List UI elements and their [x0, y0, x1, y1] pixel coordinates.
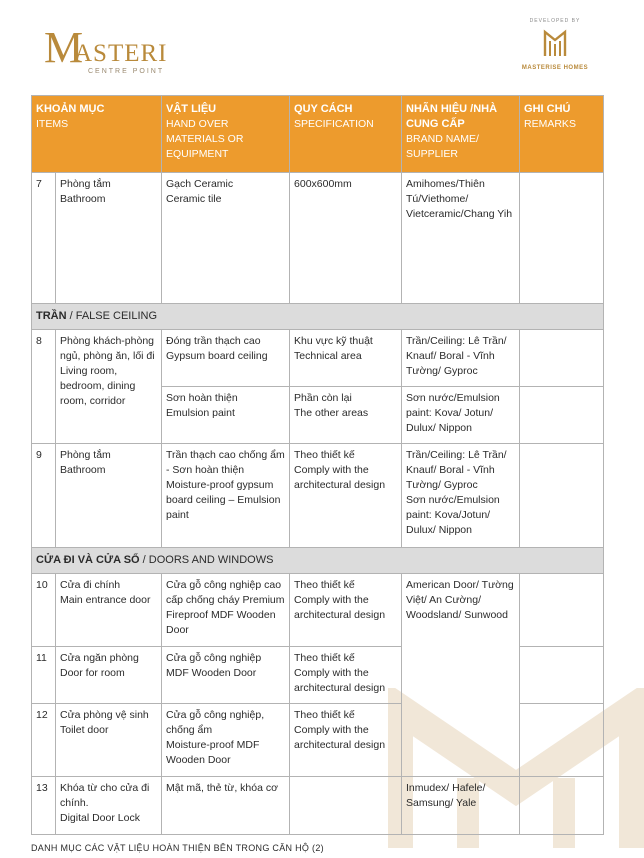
item-cell: Phòng tắm Bathroom	[56, 173, 162, 304]
section-doors-vi: CỬA ĐI VÀ CỬA SỔ	[36, 554, 140, 566]
header-brand	[402, 96, 520, 173]
section-row-doors	[32, 548, 604, 574]
header-brand-en: BRAND NAME/ SUPPLIER	[406, 133, 479, 160]
row-number: 11	[32, 647, 56, 704]
spec-cell: Theo thiết kế Comply with the architectural design	[290, 704, 402, 777]
section-doors-en: / DOORS AND WINDOWS	[139, 554, 274, 566]
section-ceiling-en: / FALSE CEILING	[66, 310, 158, 322]
remarks-cell	[520, 173, 604, 304]
header-material-en: HAND OVER MATERIALS OR EQUIPMENT	[166, 118, 244, 160]
remarks-cell	[520, 387, 604, 444]
section-ceiling-vi: TRẦN	[36, 310, 67, 322]
section-doors-title	[32, 548, 604, 574]
remarks-cell	[520, 574, 604, 647]
row-number: 10	[32, 574, 56, 647]
spec-cell	[290, 777, 402, 835]
materials-table	[31, 95, 604, 835]
header-brand-vi: NHÃN HIỆU /NHÀ CUNG CẤP	[406, 103, 498, 130]
logo-subtitle: CENTRE POINT	[88, 68, 165, 75]
spec-cell: 600x600mm	[290, 173, 402, 304]
brand-cell: Amihomes/Thiên Tú/Viethome/ Vietceramic/Chang Yih	[402, 173, 520, 304]
brand-cell: Sơn nước/Emulsion paint: Kova/ Jotun/ Dulux/ Nippon	[402, 387, 520, 444]
brand-cell: Trần/Ceiling: Lê Trần/ Knauf/ Boral - Vĩnh Tường/ Gyproc	[402, 330, 520, 387]
section-ceiling-title	[32, 304, 604, 330]
table-row	[32, 777, 604, 835]
spec-cell: Theo thiết kế Comply with the architectural design	[290, 444, 402, 548]
brand-cell: American Door/ Tường Việt/ An Cường/ Woodsland/ Sunwood	[402, 574, 520, 777]
brand-cell: Inmudex/ Hafele/ Samsung/ Yale	[402, 777, 520, 835]
remarks-cell	[520, 704, 604, 777]
table-row	[32, 173, 604, 304]
header-items-vi: KHOẢN MỤC	[36, 103, 105, 115]
remarks-cell	[520, 777, 604, 835]
masterise-homes-icon	[543, 28, 567, 58]
item-cell: Cửa phòng vệ sinh Toilet door	[56, 704, 162, 777]
material-cell: Trần thạch cao chống ẩm - Sơn hoàn thiện Moisture-proof gypsum board ceiling – Emulsion paint	[162, 444, 290, 548]
spec-cell: Phần còn lại The other areas	[290, 387, 402, 444]
section-row-ceiling	[32, 304, 604, 330]
remarks-cell	[520, 330, 604, 387]
material-cell: Cửa gỗ công nghiệp MDF Wooden Door	[162, 647, 290, 704]
logo-letter: M	[44, 23, 84, 72]
material-cell: Cửa gỗ công nghiệp, chống ẩm Moisture-proof MDF Wooden Door	[162, 704, 290, 777]
material-cell: Đóng trần thạch cao Gypsum board ceiling	[162, 330, 290, 387]
material-cell: Cửa gỗ công nghiệp cao cấp chống cháy Premium Fireproof MDF Wooden Door	[162, 574, 290, 647]
header-items-en: ITEMS	[36, 118, 69, 130]
row-number: 9	[32, 444, 56, 548]
header-material	[162, 96, 290, 173]
item-cell: Cửa ngăn phòng Door for room	[56, 647, 162, 704]
spec-cell: Khu vực kỹ thuật Technical area	[290, 330, 402, 387]
item-cell: Cửa đi chính Main entrance door	[56, 574, 162, 647]
row-number: 13	[32, 777, 56, 835]
header-material-vi: VẬT LIỆU	[166, 103, 217, 115]
header-spec-en: SPECIFICATION	[294, 118, 374, 130]
header-items	[32, 96, 162, 173]
material-cell: Mật mã, thẻ từ, khóa cơ	[162, 777, 290, 835]
brand-cell: Trần/Ceiling: Lê Trần/ Knauf/ Boral - Vĩnh Tường/ Gyproc Sơn nước/Emulsion paint: Kova/Jotun/ Dulux/ Nippon	[402, 444, 520, 548]
material-cell: Gạch Ceramic Ceramic tile	[162, 173, 290, 304]
table-row	[32, 574, 604, 647]
header-remarks-vi: GHI CHÚ	[524, 103, 571, 115]
item-cell: Phòng khách-phòng ngủ, phòng ăn, lối đi Living room, bedroom, dining room, corridor	[56, 330, 162, 444]
row-number: 7	[32, 173, 56, 304]
item-cell: Khóa từ cho cửa đi chính. Digital Door Lock	[56, 777, 162, 835]
header-remarks-en: REMARKS	[524, 118, 576, 130]
remarks-cell	[520, 444, 604, 548]
logo-word: ASTERI	[74, 40, 168, 67]
page-footer: DANH MỤC CÁC VẬT LIỆU HOÀN THIỆN BÊN TRONG CĂN HỘ (2)	[31, 843, 324, 853]
row-number: 12	[32, 704, 56, 777]
material-cell: Sơn hoàn thiện Emulsion paint	[162, 387, 290, 444]
table-row	[32, 444, 604, 548]
spec-cell: Theo thiết kế Comply with the architectural design	[290, 647, 402, 704]
developed-by-label: DEVELOPED BY	[529, 18, 581, 24]
table-header-row	[32, 96, 604, 173]
header-remarks	[520, 96, 604, 173]
developer-name: MASTERISE HOMES	[521, 65, 589, 71]
remarks-cell	[520, 647, 604, 704]
developer-logo	[502, 18, 608, 82]
header-spec-vi: QUY CÁCH	[294, 103, 353, 115]
table-row	[32, 330, 604, 387]
row-number: 8	[32, 330, 56, 444]
spec-cell: Theo thiết kế Comply with the architectural design	[290, 574, 402, 647]
masteri-logo	[44, 23, 184, 82]
header-spec	[290, 96, 402, 173]
item-cell: Phòng tắm Bathroom	[56, 444, 162, 548]
